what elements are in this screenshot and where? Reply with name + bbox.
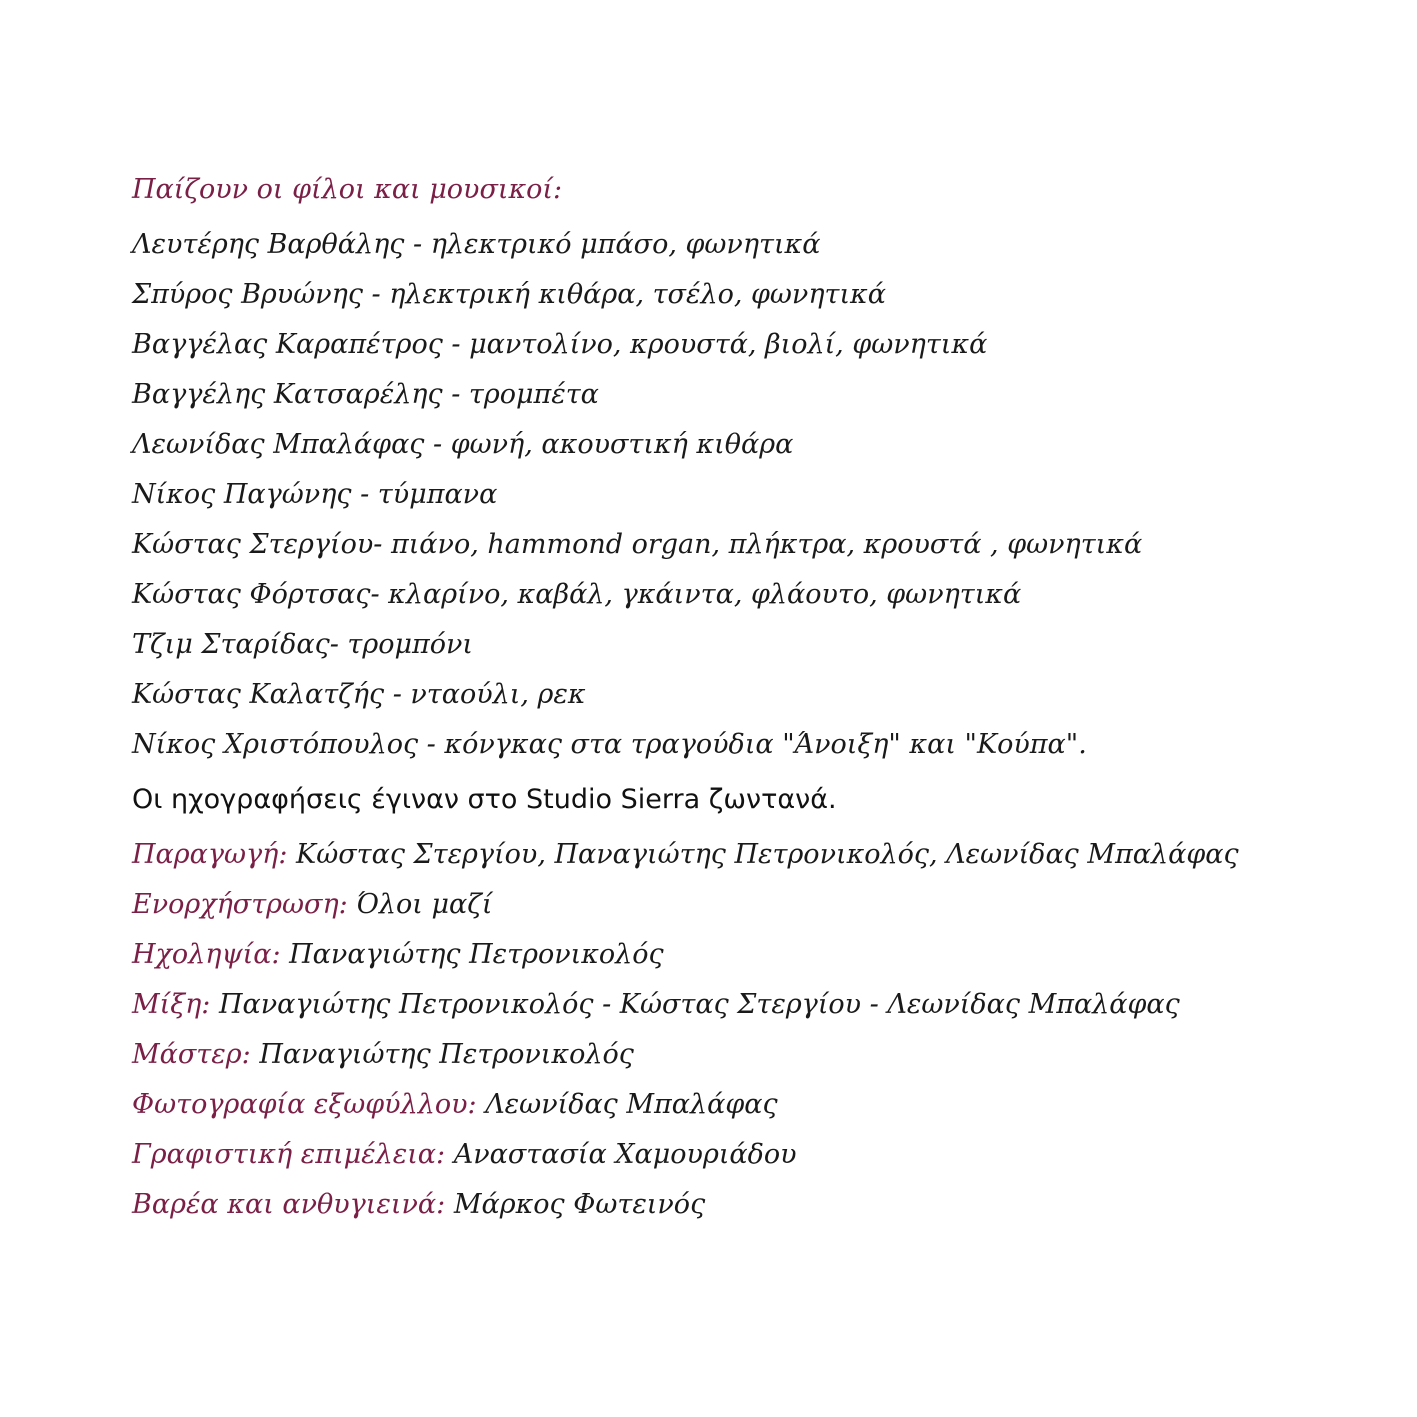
recording-note: Οι ηχογραφήσεις έγιναν στο Studio Sierra ζωντανά. <box>132 784 837 815</box>
credit-role: Βαρέα και ανθυγιεινά: <box>132 1189 446 1220</box>
credit-names: Αναστασία Χαμουριάδου <box>453 1139 797 1170</box>
credit-line <box>132 1080 1382 1130</box>
credit-names: Κώστας Στεργίου, Παναγιώτης Πετρονικολός, Λεωνίδας Μπαλάφας <box>296 839 1239 870</box>
credit-line <box>132 930 1382 980</box>
credit-line <box>132 880 1382 930</box>
credit-names: Λεωνίδας Μπαλάφας <box>485 1089 778 1120</box>
credit-line <box>132 1130 1382 1180</box>
credit-role: Μάστερ: <box>132 1039 251 1070</box>
credit-line <box>132 1180 1382 1230</box>
musicians-heading: Παίζουν οι φίλοι και μουσικοί: <box>132 174 563 205</box>
musician-line: Βαγγέλης Κατσαρέλης - τρομπέτα <box>132 379 599 410</box>
musician-list <box>132 220 1382 770</box>
musician-line: Κώστας Φόρτσας- κλαρίνο, καβάλ, γκάιντα, φλάουτο, φωνητικά <box>132 579 1022 610</box>
musician-line: Κώστας Καλατζής - νταούλι, ρεκ <box>132 679 586 710</box>
credit-role: Ενορχήστρωση: <box>132 889 348 920</box>
musician-line: Κώστας Στεργίου- πιάνο, hammond organ, πλήκτρα, κρουστά , φωνητικά <box>132 529 1143 560</box>
musician-line: Νίκος Χριστόπουλος - κόνγκας στα τραγούδια "Άνοιξη" και "Κούπα". <box>132 729 1087 760</box>
credit-line <box>132 1030 1382 1080</box>
musician-line: Νίκος Παγώνης - τύμπανα <box>132 479 498 510</box>
musician-line: Λεωνίδας Μπαλάφας - φωνή, ακουστική κιθάρα <box>132 429 794 460</box>
musician-line: Τζιμ Σταρίδας- τρομπόνι <box>132 629 474 660</box>
musician-line: Βαγγέλας Καραπέτρος - μαντολίνο, κρουστά, βιολί, φωνητικά <box>132 329 988 360</box>
credits-list <box>132 830 1382 1230</box>
musician-line: Σπύρος Βρυώνης - ηλεκτρική κιθάρα, τσέλο, φωνητικά <box>132 279 886 310</box>
credit-role: Ηχοληψία: <box>132 939 281 970</box>
credit-names: Παναγιώτης Πετρονικολός - Κώστας Στεργίου - Λεωνίδας Μπαλάφας <box>218 989 1180 1020</box>
credit-names: Μάρκος Φωτεινός <box>453 1189 706 1220</box>
credit-names: Όλοι μαζί <box>356 889 493 920</box>
credit-line <box>132 830 1382 880</box>
musician-line: Λευτέρης Βαρθάλης - ηλεκτρικό μπάσο, φωνητικά <box>132 229 821 260</box>
credit-role: Φωτογραφία εξωφύλλου: <box>132 1089 477 1120</box>
credit-names: Παναγιώτης Πετρονικολός <box>259 1039 634 1070</box>
credit-role: Μίξη: <box>132 989 211 1020</box>
credit-names: Παναγιώτης Πετρονικολός <box>289 939 664 970</box>
liner-notes-page <box>132 170 1382 1230</box>
credit-role: Γραφιστική επιμέλεια: <box>132 1139 446 1170</box>
credit-line <box>132 980 1382 1030</box>
credit-role: Παραγωγή: <box>132 839 288 870</box>
